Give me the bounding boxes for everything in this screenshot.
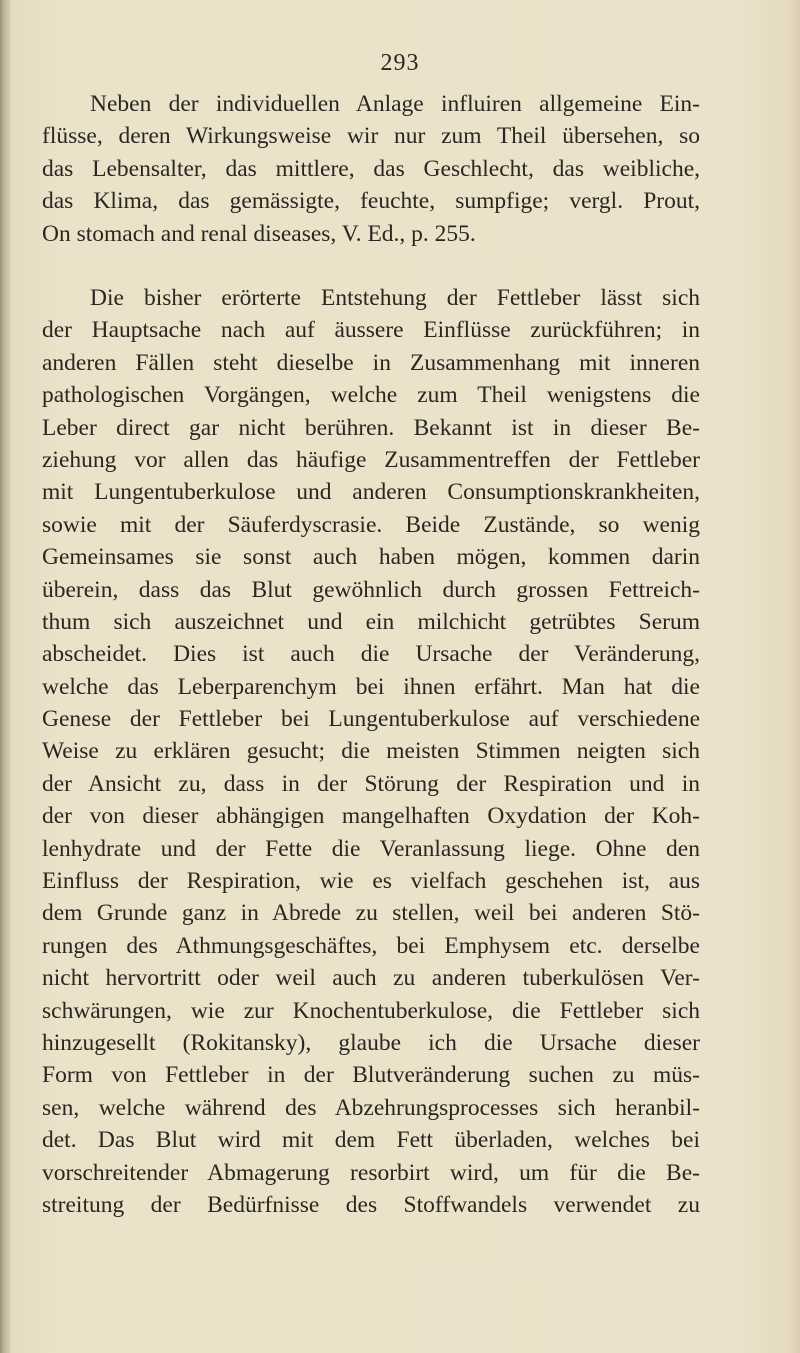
text-line: das Klima, das gemässigte, feuchte, sumpfige; vergl. Prout,: [42, 188, 700, 215]
text-line: überein, dass das Blut gewöhnlich durch grossen Fettreich-: [42, 576, 700, 603]
text-line: welche das Leberparenchym bei ihnen erfährt. Man hat die: [42, 673, 700, 700]
text-line: anderen Fällen steht dieselbe in Zusammenhang mit inneren: [42, 349, 700, 376]
text-line: der Ansicht zu, dass in der Störung der Respiration und in: [42, 770, 700, 797]
text-line: hinzugesellt (Rokitansky), glaube ich die Ursache dieser: [42, 1029, 700, 1056]
text-line: thum sich auszeichnet und ein milchicht getrübtes Serum: [42, 608, 700, 635]
text-line: Genese der Fettleber bei Lungentuberkulose auf verschiedene: [42, 706, 700, 733]
text-line: sowie mit der Säuferdyscrasie. Beide Zustände, so wenig: [42, 511, 700, 538]
text-line: Leber direct gar nicht berühren. Bekannt ist in dieser Be-: [42, 414, 700, 441]
text-line: pathologischen Vorgängen, welche zum Theil wenigstens die: [42, 382, 700, 409]
page-number: 293: [380, 50, 420, 76]
text-line: schwärungen, wie zur Knochentuberkulose, die Fettleber sich: [42, 997, 700, 1024]
page-binding-edge: [0, 0, 10, 1353]
paragraph-1: [42, 88, 700, 250]
text-line: streitung der Bedürfnisse des Stoffwandels verwendet zu: [42, 1191, 700, 1218]
text-line: Neben der individuellen Anlage influiren allgemeine Ein-: [90, 91, 700, 117]
text-line: det. Das Blut wird mit dem Fett überladen, welches bei: [42, 1127, 700, 1154]
text-line: Form von Fettleber in der Blutveränderung suchen zu müs-: [42, 1062, 700, 1089]
text-line: ziehung vor allen das häufige Zusammentreffen der Fettleber: [42, 446, 700, 473]
text-line: lenhydrate und der Fette die Veranlassung liege. Ohne den: [42, 835, 700, 862]
paragraph-2: [42, 282, 700, 1221]
text-line: Weise zu erklären gesucht; die meisten Stimmen neigten sich: [42, 738, 700, 765]
text-line: flüsse, deren Wirkungsweise wir nur zum Theil übersehen, so: [42, 123, 700, 150]
text-line: dem Grunde ganz in Abrede zu stellen, weil bei anderen Stö-: [42, 900, 700, 927]
text-line: vorschreitender Abmagerung resorbirt wird, um für die Be-: [42, 1159, 700, 1186]
text-line: abscheidet. Dies ist auch die Ursache der Veränderung,: [42, 641, 700, 668]
text-line: Einfluss der Respiration, wie es vielfach geschehen ist, aus: [42, 868, 700, 895]
text-line: Gemeinsames sie sonst auch haben mögen, kommen darin: [42, 544, 700, 571]
text-line: Die bisher erörterte Entstehung der Fettleber lässt sich: [90, 285, 700, 311]
text-line: der Hauptsache nach auf äussere Einflüsse zurückführen; in: [42, 317, 700, 344]
text-line: das Lebensalter, das mittlere, das Geschlecht, das weibliche,: [42, 155, 700, 182]
text-line: der von dieser abhängigen mangelhaften Oxydation der Koh-: [42, 803, 700, 830]
text-line: mit Lungentuberkulose und anderen Consumptionskrankheiten,: [42, 479, 700, 506]
text-line: sen, welche während des Abzehrungsprocesses sich heranbil-: [42, 1094, 700, 1121]
text-line: On stomach and renal diseases, V. Ed., p. 255.: [42, 220, 476, 247]
text-line: rungen des Athmungsgeschäftes, bei Emphysem etc. derselbe: [42, 932, 700, 959]
text-line: nicht hervortritt oder weil auch zu anderen tuberkulösen Ver-: [42, 965, 700, 992]
